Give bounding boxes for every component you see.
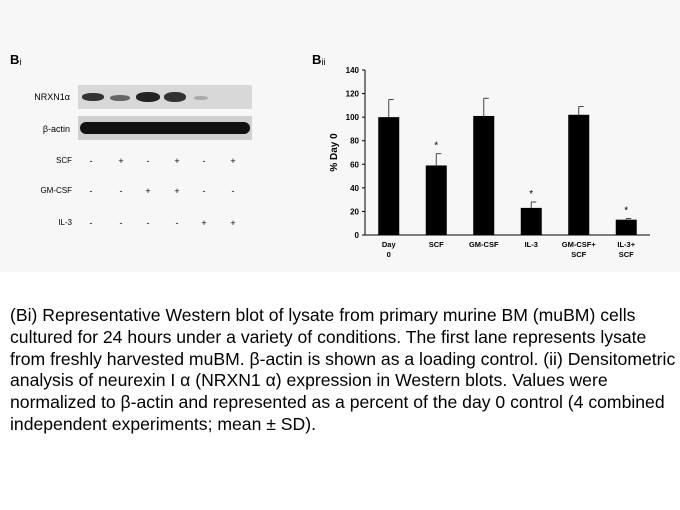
blot-band <box>110 95 130 101</box>
condition-sign: - <box>146 218 150 228</box>
y-tick-label: 20 <box>350 207 359 217</box>
condition-sign: - <box>231 186 235 196</box>
condition-label: SCF <box>56 156 72 165</box>
blot-label-nrxn1a: NRXN1α <box>34 92 70 102</box>
condition-sign: - <box>175 218 179 228</box>
significance-marker: * <box>434 140 439 152</box>
x-tick-label: IL-3 <box>524 240 538 249</box>
blot-band <box>82 93 104 101</box>
bar <box>616 220 637 235</box>
blot-label-beta-actin: β-actin <box>42 124 70 134</box>
y-tick-label: 120 <box>345 89 359 99</box>
western-blot-nrxn1a <box>78 85 252 109</box>
y-tick-label: 80 <box>350 136 359 146</box>
x-tick-label: IL-3+ <box>617 240 636 249</box>
bar <box>521 208 542 235</box>
x-tick-label: 0 <box>386 250 391 259</box>
y-axis-label: % Day 0 <box>329 133 340 172</box>
bar <box>378 117 399 235</box>
condition-sign: - <box>89 186 93 196</box>
condition-sign: - <box>89 218 93 228</box>
condition-sign: - <box>89 156 93 166</box>
y-tick-label: 140 <box>345 66 359 75</box>
panel-bii-label: $B_{ii}$ <box>312 52 326 67</box>
condition-sign: - <box>202 186 206 196</box>
condition-sign: + <box>145 186 151 196</box>
y-tick-label: 100 <box>345 113 359 123</box>
bar <box>426 165 447 235</box>
bar <box>568 115 589 235</box>
condition-sign: - <box>146 156 150 166</box>
x-tick-label: GM-CSF <box>468 240 499 249</box>
blot-band <box>164 92 186 102</box>
y-tick-label: 40 <box>350 183 359 193</box>
x-tick-label: Day <box>381 240 396 249</box>
western-blot-beta-actin <box>78 116 252 140</box>
condition-sign: + <box>230 218 236 228</box>
condition-sign: + <box>174 186 180 196</box>
x-tick-label: SCF <box>571 250 587 259</box>
condition-sign: + <box>201 218 207 228</box>
blot-band <box>194 96 208 100</box>
x-tick-label: SCF <box>618 250 634 259</box>
y-tick-label: 60 <box>350 160 359 170</box>
condition-sign: + <box>174 156 180 166</box>
blot-band <box>136 92 160 102</box>
significance-marker: * <box>529 189 534 200</box>
x-tick-label: GM-CSF+ <box>561 240 596 249</box>
condition-label: IL-3 <box>58 218 72 227</box>
condition-label: GM-CSF <box>40 186 72 195</box>
bar-chart <box>320 58 660 273</box>
condition-sign: + <box>230 156 236 166</box>
blot-band <box>80 122 250 134</box>
figure-caption: (Bi) Representative Western blot of lysate from primary murine BM (muBM) cells cultured for 24 hours under a variety of conditions. The first lane represents lysate from freshly harvested muBM. β-actin is shown as a loading control. (ii) Densitometric analysis of neurexin I α (NRXN1 α) expression in Western blots. Values were normalized to β-actin and represented as a percent of the day 0 control (4 combined independent experiments; mean ± SD). <box>10 305 676 434</box>
significance-marker: * <box>624 205 629 217</box>
panel-bi-label: $B_i$ <box>10 52 22 67</box>
condition-sign: - <box>202 156 206 166</box>
condition-sign: - <box>119 186 123 196</box>
y-tick-label: 0 <box>354 231 359 240</box>
condition-sign: - <box>119 218 123 228</box>
x-tick-label: SCF <box>428 240 444 249</box>
bar <box>473 116 494 235</box>
condition-sign: + <box>118 156 124 166</box>
